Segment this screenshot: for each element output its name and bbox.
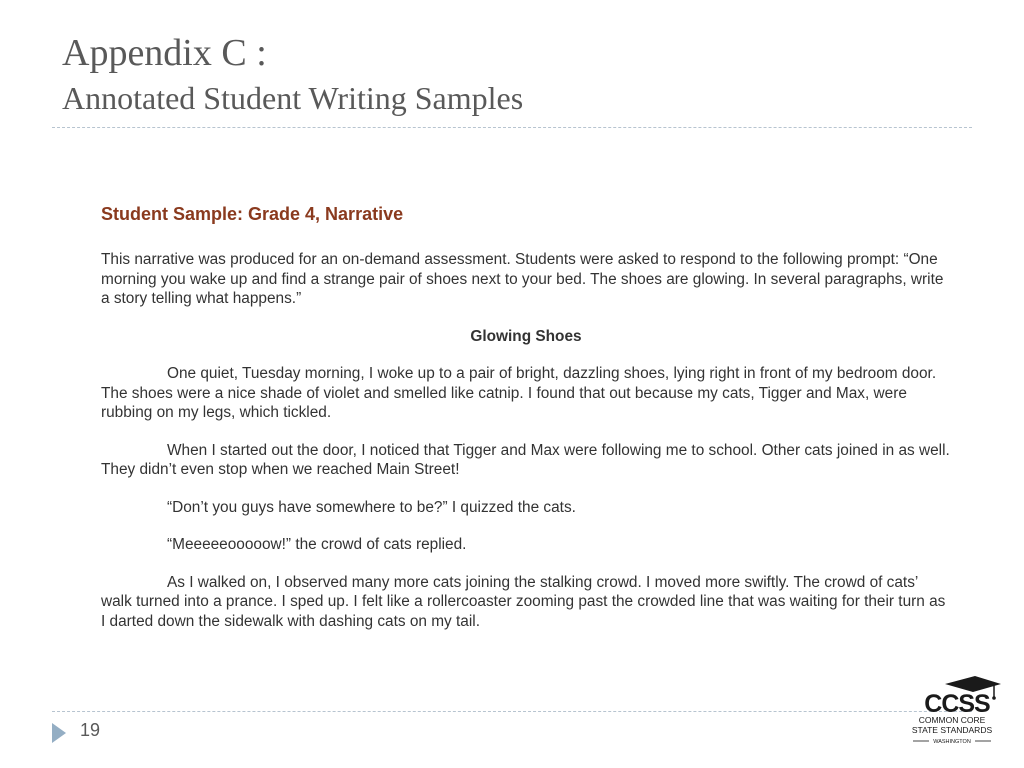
story-paragraph: “Meeeeeooooow!” the crowd of cats replied. (167, 536, 467, 553)
title-divider (52, 127, 972, 128)
page-number: 19 (80, 720, 101, 740)
logo-acronym: CCSS (924, 690, 990, 718)
story-paragraph: “Don’t you guys have somewhere to be?” I quizzed the cats. (167, 498, 576, 516)
story-paragraph: One quiet, Tuesday morning, I woke up to a pair of bright, dazzling shoes, lying right in front of my bedroom door. The shoes were a nice shade of violet and smelled like catnip. I found that out because my cats, Tigger and Max, were rubbing on my legs, which tickled. (101, 365, 937, 421)
slide-arrow-icon (52, 723, 66, 743)
footer-divider (52, 711, 972, 712)
student-sample-document (101, 202, 951, 649)
story-title: Glowing Shoes (470, 327, 582, 345)
logo-line1: COMMON CORE (918, 715, 986, 725)
sample-intro: This narrative was produced for an on-demand assessment. Students were asked to respond to the following prompt: “One morning you wake up and find a strange pair of shoes next to your bed. The shoes are glowing. In several paragraphs, write a story telling what happens.” (101, 251, 944, 307)
slide-title (62, 34, 523, 114)
logo-line2: STATE STANDARDS (911, 725, 993, 735)
story-paragraph: As I walked on, I observed many more cats joining the stalking crowd. I moved more swiftly. The crowd of cats’ walk turned into a prance. I sped up. I felt like a rollercoaster zooming past the crowded line that was waiting for their turn as I darted down the sidewalk with dashing cats on my tail. (101, 573, 946, 630)
slide-title-line2: Annotated Student Writing Samples (62, 80, 524, 116)
slide-title-line1: Appendix C : (62, 32, 267, 74)
story-paragraph: When I started out the door, I noticed that Tigger and Max were following me to school. Other cats joined in as well. They didn’t even stop when we reached Main Street! (101, 441, 950, 478)
ccss-logo (905, 672, 1005, 752)
logo-line3: WASHINGTON (933, 739, 971, 745)
sample-heading: Student Sample: Grade 4, Narrative (101, 204, 404, 224)
